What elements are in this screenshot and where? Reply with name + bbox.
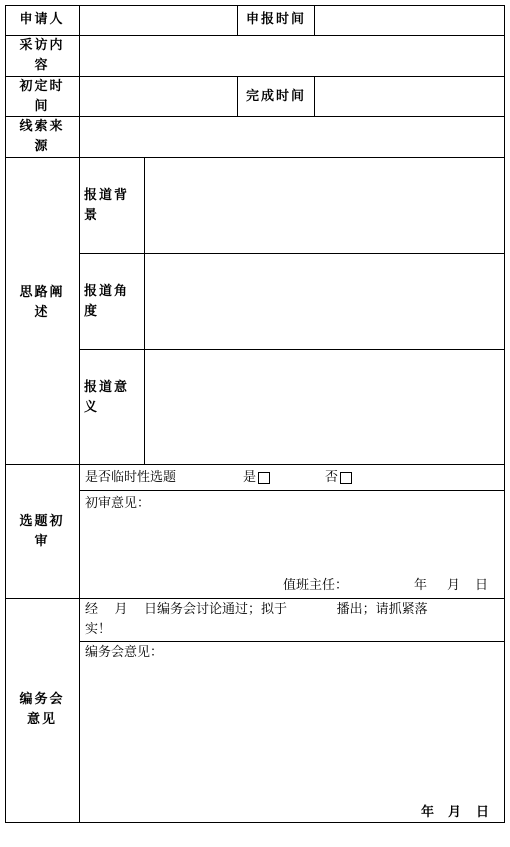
topic-field[interactable] [80, 36, 504, 76]
review-year-label: 年 [414, 578, 428, 593]
duty-director-label: 值班主任： [283, 578, 349, 593]
initial-opinion-label: 初审意见： [85, 496, 151, 511]
sub-row-line-4 [79, 641, 505, 642]
no-label: 否 [325, 470, 339, 485]
editorial-label-line2: 意见 [26, 712, 57, 727]
meaning-field[interactable] [145, 350, 504, 464]
editorial-day-label: 日 [476, 805, 490, 820]
review-label-line2: 审 [34, 534, 50, 549]
background-label-line2: 景 [84, 208, 100, 223]
no-checkbox[interactable] [340, 472, 352, 484]
approval-line-1: 经 月 日编务会讨论通过；拟于 播出；请抓紧落 [85, 602, 428, 617]
background-label-line1: 报道背 [84, 188, 130, 203]
source-field[interactable] [80, 117, 504, 157]
editorial-year-label: 年 [421, 805, 435, 820]
meaning-label-line2: 义 [84, 400, 100, 415]
row-line-6 [5, 598, 505, 599]
source-label-line2: 源 [34, 139, 50, 154]
editorial-opinion-field[interactable] [80, 664, 504, 799]
source-label-line1: 线索来 [19, 119, 65, 134]
initial-time-field[interactable] [80, 77, 237, 116]
report-time-label: 申报时间 [245, 12, 306, 27]
angle-field[interactable] [145, 254, 504, 349]
meaning-label-line1: 报道意 [84, 380, 130, 395]
angle-label-line1: 报道角 [84, 284, 130, 299]
review-day-label: 日 [475, 578, 489, 593]
review-label-line1: 选题初 [19, 514, 65, 529]
applicant-label: 申请人 [19, 12, 65, 27]
initial-time-label-line2: 间 [34, 99, 50, 114]
sub-row-line-3 [79, 490, 505, 491]
initial-time-label-line1: 初定时 [19, 79, 65, 94]
finish-time-field[interactable] [315, 77, 504, 116]
yes-label: 是 [243, 470, 257, 485]
yes-checkbox[interactable] [258, 472, 270, 484]
finish-time-label: 完成时间 [245, 89, 306, 104]
background-field[interactable] [145, 158, 504, 253]
idea-label-line1: 思路阐 [19, 285, 65, 300]
approval-line-2: 实！ [85, 622, 112, 637]
report-time-field[interactable] [315, 6, 504, 35]
temp-topic-question: 是否临时性选题 [85, 470, 177, 485]
applicant-field[interactable] [80, 6, 237, 35]
border-right [504, 5, 505, 823]
review-month-label: 月 [447, 578, 461, 593]
editorial-label-line1: 编务会 [19, 692, 65, 707]
topic-label-line1: 采访内 [19, 38, 65, 53]
row-line-5 [5, 464, 505, 465]
topic-label-line2: 容 [34, 58, 50, 73]
editorial-month-label: 月 [448, 805, 462, 820]
initial-opinion-field[interactable] [80, 514, 504, 574]
angle-label-line2: 度 [84, 304, 100, 319]
idea-label-line2: 述 [34, 305, 50, 320]
editorial-opinion-label: 编务会意见： [85, 645, 164, 660]
